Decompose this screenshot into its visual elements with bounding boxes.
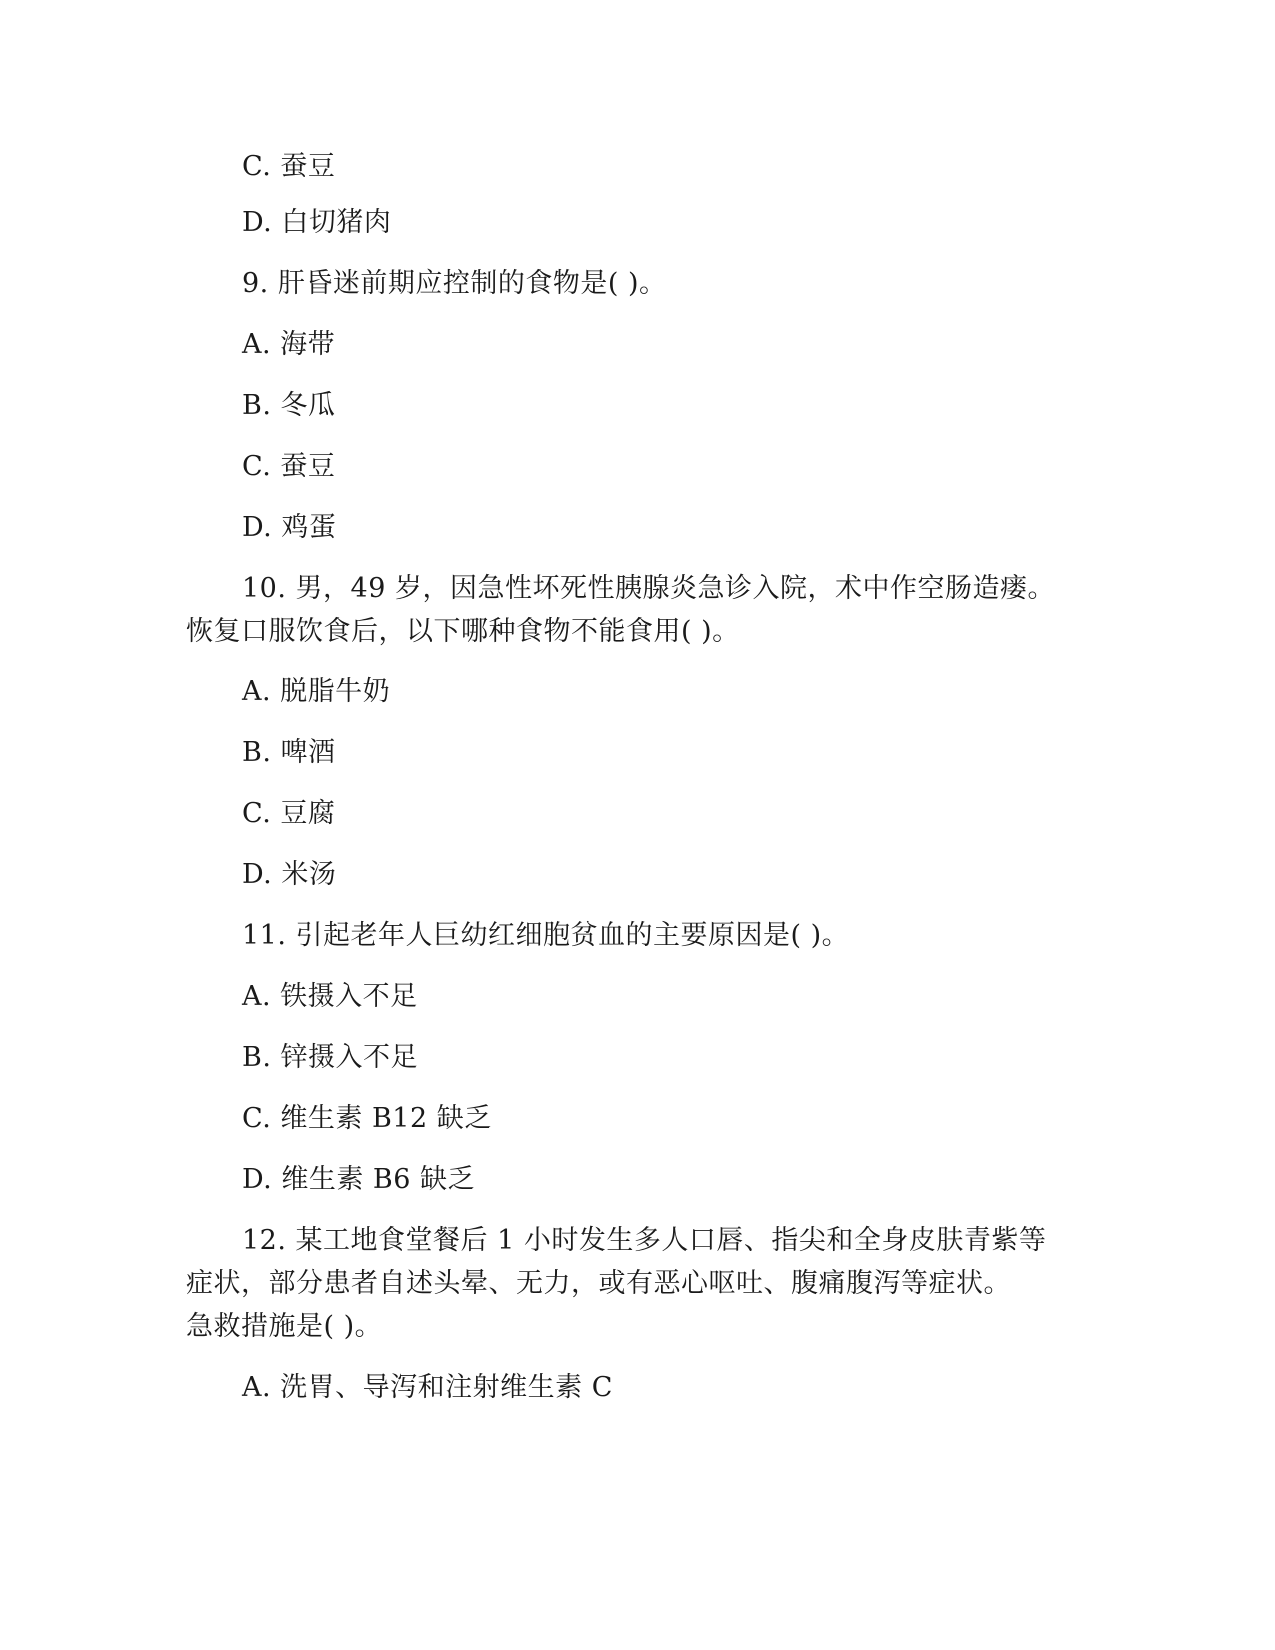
q12-stem-line3: 急救措施是( )。 xyxy=(186,1311,383,1342)
q9-option-d: D. 鸡蛋 xyxy=(242,512,337,543)
q8-option-d: D. 白切猪肉 xyxy=(242,207,392,238)
q11-stem: 11. 引起老年人巨幼红细胞贫血的主要原因是( )。 xyxy=(242,920,850,951)
q11-option-a: A. 铁摄入不足 xyxy=(242,981,418,1012)
q10-option-b: B. 啤酒 xyxy=(242,737,336,768)
q9-stem: 9. 肝昏迷前期应控制的食物是( )。 xyxy=(242,268,667,299)
q12-stem-line2: 症状，部分患者自述头晕、无力，或有恶心呕吐、腹痛腹泻等症状。 xyxy=(186,1268,1011,1299)
q9-option-b: B. 冬瓜 xyxy=(242,390,336,421)
q10-stem-line2: 恢复口服饮食后，以下哪种食物不能食用( )。 xyxy=(186,616,740,647)
q11-option-b: B. 锌摄入不足 xyxy=(242,1042,419,1073)
q10-option-d: D. 米汤 xyxy=(242,859,337,890)
q9-option-c: C. 蚕豆 xyxy=(242,451,336,482)
q10-option-c: C. 豆腐 xyxy=(242,798,336,829)
q12-stem-line1: 12. 某工地食堂餐后 1 小时发生多人口唇、指尖和全身皮肤青紫等 xyxy=(242,1225,1047,1256)
q11-option-d: D. 维生素 B6 缺乏 xyxy=(242,1164,476,1195)
q10-stem-line1: 10. 男，49 岁，因急性坏死性胰腺炎急诊入院，术中作空肠造瘘。 xyxy=(242,573,1055,604)
q12-option-a: A. 洗胃、导泻和注射维生素 C xyxy=(242,1372,613,1403)
q10-option-a: A. 脱脂牛奶 xyxy=(242,676,391,707)
q9-option-a: A. 海带 xyxy=(242,329,336,360)
q8-option-c: C. 蚕豆 xyxy=(242,151,336,182)
q11-option-c: C. 维生素 B12 缺乏 xyxy=(242,1103,492,1134)
